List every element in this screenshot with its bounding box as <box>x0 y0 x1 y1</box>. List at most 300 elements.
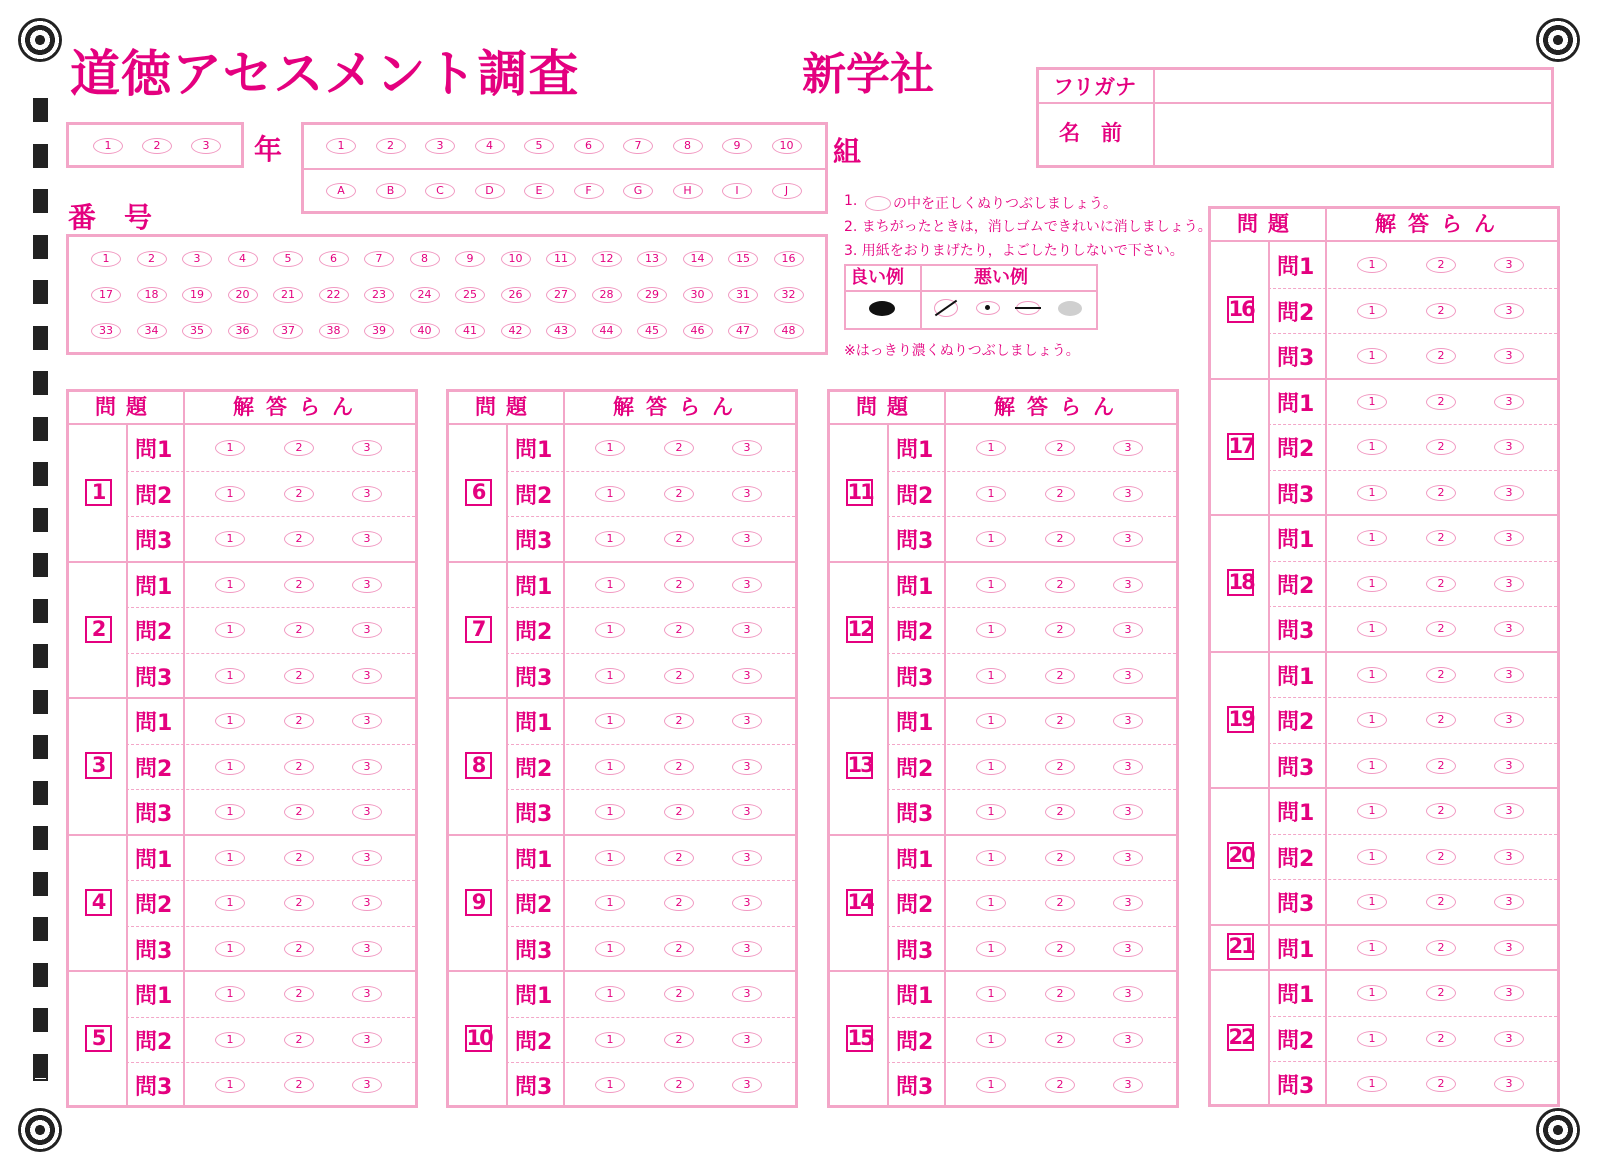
answer-bubble[interactable]: 2 <box>1045 850 1075 866</box>
answer-bubble[interactable]: 2 <box>664 668 694 684</box>
answer-bubble[interactable]: 3 <box>732 1032 762 1048</box>
answer-bubble[interactable]: 2 <box>1045 1077 1075 1093</box>
answer-bubble[interactable]: 1 <box>1357 758 1387 774</box>
answer-bubble[interactable]: 2 <box>1426 257 1456 273</box>
class-letter-bubble[interactable]: F <box>574 183 604 199</box>
answer-bubble[interactable]: 1 <box>976 486 1006 502</box>
answer-section-header <box>830 392 1176 425</box>
answer-bubble[interactable]: 3 <box>732 440 762 456</box>
student-number-bubble[interactable]: 40 <box>410 323 440 339</box>
answer-bubble[interactable]: 3 <box>1494 1031 1524 1047</box>
class-letter-bubble[interactable]: E <box>524 183 554 199</box>
problem-number: 14 <box>847 889 873 914</box>
answer-bubble[interactable]: 1 <box>595 622 625 638</box>
answer-bubble[interactable]: 1 <box>215 713 245 729</box>
answer-bubble[interactable]: 2 <box>664 531 694 547</box>
answer-bubble[interactable]: 1 <box>1357 576 1387 592</box>
answer-bubble[interactable]: 3 <box>352 531 382 547</box>
answer-bubble[interactable]: 3 <box>1494 1076 1524 1092</box>
student-number-bubble[interactable]: 7 <box>364 251 394 267</box>
answer-bubble[interactable]: 2 <box>1045 713 1075 729</box>
answer-bubble[interactable]: 3 <box>1113 986 1143 1002</box>
answer-bubble[interactable]: 3 <box>732 713 762 729</box>
answer-bubble[interactable]: 1 <box>976 941 1006 957</box>
student-number-bubble[interactable]: 4 <box>228 251 258 267</box>
student-number-bubble[interactable]: 30 <box>683 287 713 303</box>
student-number-bubble[interactable]: 3 <box>182 251 212 267</box>
answer-bubble[interactable]: 3 <box>1494 894 1524 910</box>
answer-bubble[interactable]: 3 <box>1494 576 1524 592</box>
student-number-bubble[interactable]: 46 <box>683 323 713 339</box>
grade-bubble[interactable]: 3 <box>191 138 221 154</box>
student-number-bubble[interactable]: 47 <box>728 323 758 339</box>
answer-bubble[interactable]: 3 <box>352 804 382 820</box>
answer-bubble[interactable]: 3 <box>1494 485 1524 501</box>
answer-bubble[interactable]: 2 <box>1426 439 1456 455</box>
student-number-bubble[interactable]: 28 <box>592 287 622 303</box>
answer-bubble[interactable]: 1 <box>595 1077 625 1093</box>
student-number-bubble[interactable]: 35 <box>182 323 212 339</box>
bad-example-label: 悪い例 <box>974 267 1028 288</box>
answer-bubble[interactable]: 3 <box>732 668 762 684</box>
answer-bubble[interactable]: 2 <box>1045 577 1075 593</box>
answer-bubble[interactable]: 1 <box>976 1077 1006 1093</box>
answer-bubble[interactable]: 2 <box>664 850 694 866</box>
student-number-bubble[interactable]: 12 <box>592 251 622 267</box>
answer-bubble[interactable]: 2 <box>284 713 314 729</box>
answer-bubble[interactable]: 3 <box>352 668 382 684</box>
class-number-bubble[interactable]: 8 <box>673 138 703 154</box>
answer-bubble[interactable]: 2 <box>1426 667 1456 683</box>
answer-bubble[interactable]: 2 <box>284 486 314 502</box>
answer-bubble[interactable]: 3 <box>1494 803 1524 819</box>
answer-bubble[interactable]: 2 <box>284 531 314 547</box>
answer-bubble[interactable]: 2 <box>284 577 314 593</box>
name-box <box>1036 67 1554 168</box>
answer-bubble[interactable]: 1 <box>595 986 625 1002</box>
class-number-bubble[interactable]: 1 <box>326 138 356 154</box>
answer-bubble[interactable]: 3 <box>732 577 762 593</box>
row-separator <box>1268 1061 1557 1062</box>
student-number-bubble[interactable]: 36 <box>228 323 258 339</box>
problem-number: 6 <box>465 479 492 506</box>
answer-bubble[interactable]: 1 <box>976 759 1006 775</box>
answer-bubble[interactable]: 2 <box>1045 622 1075 638</box>
answer-bubble[interactable]: 2 <box>664 486 694 502</box>
student-number-bubble[interactable]: 32 <box>774 287 804 303</box>
problem-header: 問題 <box>856 395 918 419</box>
answer-bubble[interactable]: 3 <box>352 986 382 1002</box>
problem-number: 15 <box>847 1026 873 1051</box>
answer-bubble[interactable]: 3 <box>1113 713 1143 729</box>
student-number-bubble[interactable]: 11 <box>546 251 576 267</box>
answer-bubble[interactable]: 2 <box>1426 712 1456 728</box>
answer-bubble[interactable]: 3 <box>1494 257 1524 273</box>
answer-bubble[interactable]: 3 <box>352 850 382 866</box>
student-number-bubble[interactable]: 33 <box>91 323 121 339</box>
answer-bubble[interactable]: 3 <box>732 986 762 1002</box>
row-separator <box>887 653 1176 654</box>
answer-bubble[interactable]: 3 <box>1113 759 1143 775</box>
student-number-bubble[interactable]: 14 <box>683 251 713 267</box>
furigana-field[interactable] <box>1159 72 1547 100</box>
student-number-bubble[interactable]: 17 <box>91 287 121 303</box>
answer-bubble[interactable]: 1 <box>595 531 625 547</box>
answer-bubble[interactable]: 1 <box>595 713 625 729</box>
answer-bubble[interactable]: 1 <box>1357 348 1387 364</box>
answer-bubble[interactable]: 1 <box>215 804 245 820</box>
column-divider <box>944 425 946 1105</box>
student-number-bubble[interactable]: 15 <box>728 251 758 267</box>
problem-number: 20 <box>1228 843 1254 868</box>
sub-question-label: 問1 <box>515 711 553 736</box>
student-number-bubble[interactable]: 6 <box>319 251 349 267</box>
answer-bubble[interactable]: 2 <box>1045 668 1075 684</box>
student-number-bubble[interactable]: 19 <box>182 287 212 303</box>
sub-question-label: 問3 <box>515 665 553 691</box>
student-number-bubble[interactable]: 5 <box>273 251 303 267</box>
answer-bubble[interactable]: 1 <box>215 759 245 775</box>
answer-bubble[interactable]: 2 <box>1426 394 1456 410</box>
answer-bubble[interactable]: 1 <box>976 850 1006 866</box>
answer-bubble[interactable]: 3 <box>1113 440 1143 456</box>
instruction-line-1: の中を正しくぬりつぶしましょう。 <box>893 196 1117 212</box>
answer-bubble[interactable]: 1 <box>1357 530 1387 546</box>
answer-bubble[interactable]: 3 <box>732 895 762 911</box>
class-letter-bubble[interactable]: G <box>623 183 653 199</box>
answer-bubble[interactable]: 1 <box>215 850 245 866</box>
answer-bubble[interactable]: 1 <box>976 895 1006 911</box>
answer-bubble[interactable]: 3 <box>1494 712 1524 728</box>
answer-bubble[interactable]: 2 <box>1426 849 1456 865</box>
class-box <box>301 122 828 214</box>
answer-bubble[interactable]: 2 <box>1426 803 1456 819</box>
answer-bubble[interactable]: 1 <box>595 577 625 593</box>
answer-bubble[interactable]: 3 <box>1113 1077 1143 1093</box>
answer-bubble[interactable]: 1 <box>1357 667 1387 683</box>
answer-bubble[interactable]: 3 <box>352 577 382 593</box>
answer-bubble[interactable]: 3 <box>1494 849 1524 865</box>
answer-bubble[interactable]: 3 <box>352 440 382 456</box>
student-number-bubble[interactable]: 44 <box>592 323 622 339</box>
answer-bubble[interactable]: 2 <box>284 895 314 911</box>
answer-bubble[interactable]: 2 <box>664 577 694 593</box>
answer-bubble[interactable]: 3 <box>352 486 382 502</box>
answer-bubble[interactable]: 1 <box>976 986 1006 1002</box>
student-number-bubble[interactable]: 34 <box>137 323 167 339</box>
answer-bubble[interactable]: 2 <box>1045 759 1075 775</box>
answer-bubble[interactable]: 2 <box>664 895 694 911</box>
answer-bubble[interactable]: 3 <box>1113 941 1143 957</box>
sub-question-label: 問2 <box>515 620 553 645</box>
answer-bubble[interactable]: 2 <box>1426 985 1456 1001</box>
answer-bubble[interactable]: 2 <box>1426 1076 1456 1092</box>
answer-bubble[interactable]: 2 <box>284 622 314 638</box>
answer-bubble[interactable]: 3 <box>1113 1032 1143 1048</box>
answer-bubble[interactable]: 3 <box>732 941 762 957</box>
student-number-bubble[interactable]: 10 <box>501 251 531 267</box>
answer-bubble[interactable]: 2 <box>1426 621 1456 637</box>
answer-bubble[interactable]: 1 <box>215 986 245 1002</box>
answer-bubble[interactable]: 3 <box>352 622 382 638</box>
answer-bubble[interactable]: 2 <box>664 986 694 1002</box>
student-number-bubble[interactable]: 26 <box>501 287 531 303</box>
class-number-bubble[interactable]: 4 <box>475 138 505 154</box>
class-number-bubble[interactable]: 2 <box>376 138 406 154</box>
class-number-bubble[interactable]: 6 <box>574 138 604 154</box>
answer-bubble[interactable]: 1 <box>1357 712 1387 728</box>
class-letter-bubble[interactable]: I <box>722 183 752 199</box>
answer-bubble[interactable]: 1 <box>595 440 625 456</box>
answer-bubble[interactable]: 2 <box>284 804 314 820</box>
answer-bubble[interactable]: 3 <box>1113 622 1143 638</box>
answer-bubble[interactable]: 3 <box>732 759 762 775</box>
class-number-bubble[interactable]: 3 <box>425 138 455 154</box>
student-number-bubble[interactable]: 29 <box>637 287 667 303</box>
answer-bubble[interactable]: 2 <box>664 622 694 638</box>
answer-bubble[interactable]: 2 <box>284 440 314 456</box>
answer-bubble[interactable]: 2 <box>664 713 694 729</box>
problem-number: 22 <box>1228 1025 1254 1050</box>
answer-bubble[interactable]: 1 <box>215 440 245 456</box>
problem-number: 7 <box>465 616 492 643</box>
answer-bubble[interactable]: 3 <box>352 1077 382 1093</box>
answer-bubble[interactable]: 1 <box>1357 1031 1387 1047</box>
answer-bubble[interactable]: 3 <box>352 1032 382 1048</box>
answer-bubble[interactable]: 1 <box>595 941 625 957</box>
answer-bubble[interactable]: 1 <box>595 668 625 684</box>
student-number-bubble[interactable]: 25 <box>455 287 485 303</box>
student-number-bubble[interactable]: 43 <box>546 323 576 339</box>
answer-bubble[interactable]: 1 <box>215 1077 245 1093</box>
answer-bubble[interactable]: 1 <box>976 440 1006 456</box>
answer-bubble[interactable]: 2 <box>284 759 314 775</box>
answer-bubble[interactable]: 3 <box>1494 348 1524 364</box>
student-number-bubble[interactable]: 45 <box>637 323 667 339</box>
answer-bubble[interactable]: 1 <box>976 531 1006 547</box>
answer-bubble[interactable]: 3 <box>352 941 382 957</box>
student-number-bubble[interactable]: 9 <box>455 251 485 267</box>
answer-bubble[interactable]: 1 <box>595 759 625 775</box>
registration-mark-top-left <box>18 18 62 62</box>
student-number-bubble[interactable]: 42 <box>501 323 531 339</box>
timing-mark <box>33 735 48 759</box>
answer-bubble[interactable]: 3 <box>732 804 762 820</box>
answer-bubble[interactable]: 1 <box>976 1032 1006 1048</box>
class-number-bubble[interactable]: 10 <box>772 138 802 154</box>
answer-bubble[interactable]: 2 <box>1426 758 1456 774</box>
answer-bubble[interactable]: 3 <box>1494 530 1524 546</box>
student-number-bubble[interactable]: 13 <box>637 251 667 267</box>
answer-bubble[interactable]: 2 <box>664 1032 694 1048</box>
student-number-bubble[interactable]: 27 <box>546 287 576 303</box>
answer-bubble[interactable]: 1 <box>976 668 1006 684</box>
answer-bubble[interactable]: 3 <box>1494 621 1524 637</box>
answer-bubble[interactable]: 1 <box>215 531 245 547</box>
answer-bubble[interactable]: 1 <box>976 577 1006 593</box>
student-number-bubble[interactable]: 41 <box>455 323 485 339</box>
answer-bubble[interactable]: 3 <box>1113 577 1143 593</box>
answer-bubble[interactable]: 1 <box>976 713 1006 729</box>
answer-bubble[interactable]: 3 <box>1113 804 1143 820</box>
answer-bubble[interactable]: 1 <box>215 1032 245 1048</box>
class-letter-bubble[interactable]: B <box>376 183 406 199</box>
student-number-bubble[interactable]: 20 <box>228 287 258 303</box>
answer-bubble[interactable]: 1 <box>595 895 625 911</box>
answer-bubble[interactable]: 2 <box>1045 486 1075 502</box>
answer-bubble[interactable]: 1 <box>1357 985 1387 1001</box>
answer-bubble[interactable]: 2 <box>284 1077 314 1093</box>
answer-bubble[interactable]: 2 <box>1426 348 1456 364</box>
answer-bubble[interactable]: 3 <box>1494 394 1524 410</box>
answer-bubble[interactable]: 3 <box>732 531 762 547</box>
answer-bubble[interactable]: 2 <box>1045 895 1075 911</box>
sub-question-label: 問3 <box>135 938 173 964</box>
answer-bubble[interactable]: 2 <box>664 759 694 775</box>
answer-bubble[interactable]: 3 <box>1494 303 1524 319</box>
answer-bubble[interactable]: 3 <box>1494 439 1524 455</box>
sub-question-label: 問3 <box>896 938 934 964</box>
sub-question-label: 問3 <box>896 802 934 827</box>
answer-bubble[interactable]: 2 <box>1426 894 1456 910</box>
answer-bubble[interactable]: 2 <box>284 668 314 684</box>
sub-question-label: 問2 <box>896 756 934 782</box>
timing-mark <box>33 326 48 350</box>
student-number-bubble[interactable]: 16 <box>774 251 804 267</box>
answer-bubble[interactable]: 1 <box>1357 940 1387 956</box>
answer-bubble[interactable]: 2 <box>1426 576 1456 592</box>
answer-bubble[interactable]: 2 <box>1426 303 1456 319</box>
answer-bubble[interactable]: 1 <box>595 486 625 502</box>
class-letter-bubble[interactable]: H <box>673 183 703 199</box>
answer-bubble[interactable]: 1 <box>1357 439 1387 455</box>
class-number-bubble[interactable]: 9 <box>722 138 752 154</box>
student-number-bubble[interactable]: 48 <box>774 323 804 339</box>
answer-bubble[interactable]: 2 <box>1426 940 1456 956</box>
answer-bubble[interactable]: 1 <box>1357 303 1387 319</box>
answer-bubble[interactable]: 2 <box>284 986 314 1002</box>
answer-bubble[interactable]: 1 <box>976 804 1006 820</box>
answer-bubble[interactable]: 2 <box>284 941 314 957</box>
class-letter-bubble[interactable]: C <box>425 183 455 199</box>
student-number-bubble[interactable]: 24 <box>410 287 440 303</box>
class-letter-bubble[interactable]: D <box>475 183 505 199</box>
row-separator <box>506 471 795 472</box>
class-label: 組 <box>833 135 862 168</box>
student-number-bubble[interactable]: 1 <box>91 251 121 267</box>
row-separator <box>506 516 795 517</box>
answer-bubble[interactable]: 1 <box>595 1032 625 1048</box>
registration-mark-top-right <box>1536 18 1580 62</box>
name-field[interactable] <box>1159 108 1547 161</box>
student-number-bubble[interactable]: 39 <box>364 323 394 339</box>
timing-mark <box>33 280 48 304</box>
answer-bubble[interactable]: 3 <box>1494 758 1524 774</box>
student-number-bubble[interactable]: 37 <box>273 323 303 339</box>
class-letter-bubble[interactable]: J <box>772 183 802 199</box>
answer-bubble[interactable]: 3 <box>1494 940 1524 956</box>
student-number-bubble[interactable]: 18 <box>137 287 167 303</box>
answer-bubble[interactable]: 2 <box>1045 531 1075 547</box>
class-number-bubble[interactable]: 7 <box>623 138 653 154</box>
answer-bubble[interactable]: 3 <box>1494 985 1524 1001</box>
class-number-bubble[interactable]: 5 <box>524 138 554 154</box>
answer-bubble[interactable]: 1 <box>215 668 245 684</box>
answer-bubble[interactable]: 3 <box>1494 667 1524 683</box>
answer-bubble[interactable]: 3 <box>352 713 382 729</box>
grade-bubble[interactable]: 2 <box>142 138 172 154</box>
answer-bubble[interactable]: 2 <box>1045 941 1075 957</box>
answer-bubble[interactable]: 2 <box>1426 1031 1456 1047</box>
answer-header: 解答らん <box>233 395 365 419</box>
grade-bubble[interactable]: 1 <box>93 138 123 154</box>
slash-mark-example <box>934 299 958 317</box>
answer-bubble[interactable]: 1 <box>1357 621 1387 637</box>
answer-bubble[interactable]: 2 <box>284 1032 314 1048</box>
row-separator <box>1268 333 1557 334</box>
answer-bubble[interactable]: 2 <box>1045 1032 1075 1048</box>
answer-bubble[interactable]: 2 <box>1426 485 1456 501</box>
answer-bubble[interactable]: 1 <box>1357 849 1387 865</box>
student-number-bubble[interactable]: 2 <box>137 251 167 267</box>
answer-bubble[interactable]: 3 <box>732 622 762 638</box>
student-number-bubble[interactable]: 8 <box>410 251 440 267</box>
answer-bubble[interactable]: 2 <box>664 804 694 820</box>
student-number-bubble[interactable]: 21 <box>273 287 303 303</box>
answer-bubble[interactable]: 2 <box>664 941 694 957</box>
answer-bubble[interactable]: 2 <box>1045 804 1075 820</box>
student-number-bubble[interactable]: 38 <box>319 323 349 339</box>
answer-bubble[interactable]: 2 <box>1426 530 1456 546</box>
answer-bubble[interactable]: 1 <box>215 895 245 911</box>
answer-bubble[interactable]: 1 <box>1357 394 1387 410</box>
answer-bubble[interactable]: 3 <box>352 895 382 911</box>
answer-bubble[interactable]: 1 <box>976 622 1006 638</box>
student-number-bubble[interactable]: 31 <box>728 287 758 303</box>
class-letter-bubble[interactable]: A <box>326 183 356 199</box>
answer-bubble[interactable]: 1 <box>215 941 245 957</box>
answer-bubble[interactable]: 1 <box>1357 894 1387 910</box>
answer-bubble[interactable]: 1 <box>595 850 625 866</box>
answer-bubble[interactable]: 3 <box>1113 850 1143 866</box>
answer-bubble[interactable]: 3 <box>732 850 762 866</box>
answer-bubble[interactable]: 3 <box>732 1077 762 1093</box>
answer-section <box>827 389 1179 1108</box>
answer-bubble[interactable]: 1 <box>595 804 625 820</box>
answer-bubble[interactable]: 1 <box>1357 257 1387 273</box>
answer-bubble[interactable]: 2 <box>664 1077 694 1093</box>
answer-bubble[interactable]: 1 <box>1357 803 1387 819</box>
answer-bubble[interactable]: 3 <box>1113 668 1143 684</box>
answer-bubble[interactable]: 2 <box>1045 440 1075 456</box>
answer-bubble[interactable]: 1 <box>215 622 245 638</box>
answer-bubble[interactable]: 2 <box>664 440 694 456</box>
answer-bubble[interactable]: 3 <box>352 759 382 775</box>
answer-bubble[interactable]: 3 <box>1113 895 1143 911</box>
answer-bubble[interactable]: 1 <box>1357 485 1387 501</box>
answer-bubble[interactable]: 2 <box>1045 986 1075 1002</box>
answer-bubble[interactable]: 1 <box>1357 1076 1387 1092</box>
answer-bubble[interactable]: 2 <box>284 850 314 866</box>
answer-bubble[interactable]: 3 <box>1113 531 1143 547</box>
student-number-bubble[interactable]: 23 <box>364 287 394 303</box>
student-number-bubble[interactable]: 22 <box>319 287 349 303</box>
answer-bubble[interactable]: 3 <box>1113 486 1143 502</box>
answer-bubble[interactable]: 1 <box>215 486 245 502</box>
sub-question-label: 問1 <box>1277 983 1315 1008</box>
answer-bubble[interactable]: 1 <box>215 577 245 593</box>
answer-bubble[interactable]: 3 <box>732 486 762 502</box>
